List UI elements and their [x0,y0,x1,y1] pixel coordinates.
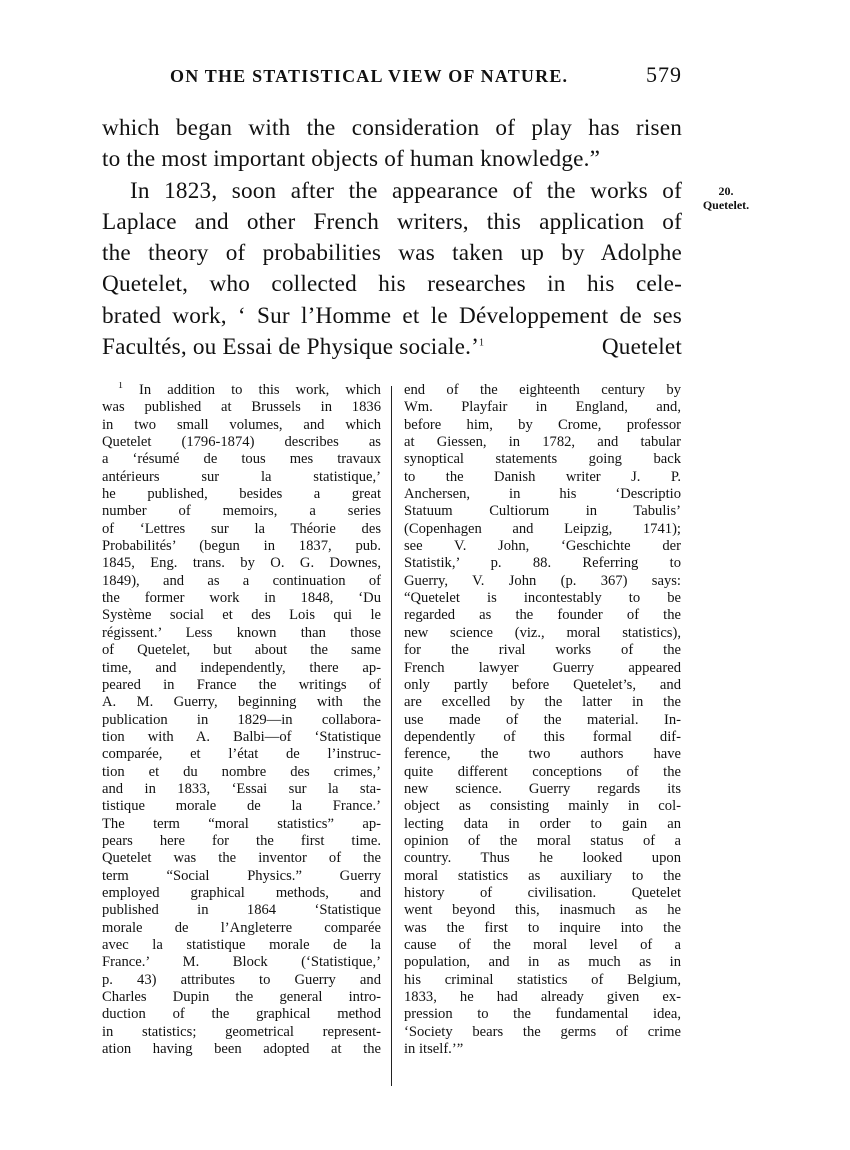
body-line-text: Facultés, ou Essai de Physique sociale.’$^1$ [102,334,485,361]
footnote-line: before him, by Crome, professor [404,416,681,433]
footnote-line: opinion of the moral status of a [404,832,681,849]
footnote-line: in statistics; geometrical represent- [102,1023,381,1040]
footnote-line: 1849), and as a continuation of [102,572,381,589]
footnote-line: régissent.’ Less known than those [102,624,381,641]
footnote-line: of Quetelet, but about the same [102,642,381,659]
footnote-line: of ‘Lettres sur la Théorie des [102,520,381,537]
footnote-line: regarded as the founder of the [404,607,681,624]
footnote-line: quite different conceptions of the [404,763,681,780]
body-line [102,332,682,363]
footnote-line: duction of the graphical method [102,1006,381,1023]
body-line: brated work, ‘ Sur l’Homme et le Développement de ses [102,302,682,329]
footnote-line: (Copenhagen and Leipzig, 1741); [404,520,681,537]
footnote-line: new science (viz., moral statistics), [404,624,681,641]
footnote-column-left [102,382,381,1058]
footnote-line: ference, the two authors have [404,746,681,763]
footnote-line: a ‘résumé de tous mes travaux [102,451,381,468]
margin-note-label: Quetelet. [702,198,750,212]
footnote-line: Wm. Playfair in England, and, [404,399,681,416]
footnote-line: new science. Guerry regards its [404,780,681,797]
footnote-line: in two small volumes, and which [102,416,381,433]
footnote-line: Probabilités’ (begun in 1837, pub. [102,538,381,555]
footnote-line: are excelled by the latter in the [404,694,681,711]
running-header [170,62,682,90]
footnote-line: France.’ M. Block (‘Statistique,’ [102,954,381,971]
footnote-line: use made of the material. In- [404,711,681,728]
footnote-line: Quetelet was the inventor of the [102,850,381,867]
footnote-line: cause of the moral level of a [404,937,681,953]
footnote-line: number of memoirs, a series [102,503,381,520]
footnote-line: went beyond this, inasmuch as he [404,902,681,919]
footnote-line: moral statistics as auxiliary to the [404,867,681,884]
footnote-column-right [404,382,681,1058]
footnote-line: only partly before Quetelet’s, and [404,676,681,693]
footnote-line: tion with A. Balbi—of ‘Statistique [102,728,381,745]
footnote-line: 1845, Eng. trans. by O. G. Downes, [102,555,381,572]
body-line: the theory of probabilities was taken up by Adolphe [102,240,682,267]
footnote-line: lecting data in order to gain an [404,815,681,832]
footnote-line: $^1$ In addition to this work, which [118,382,381,398]
footnote-line: he published, besides a great [102,486,381,503]
footnote-line: 1833, he had already given ex- [404,989,681,1006]
footnote-marker: 1 [118,382,123,392]
footnote-line: was the first to inquire into the [404,919,681,936]
footnote-line: the former work in 1848, ‘Du [102,590,381,607]
footnote-line: ‘Society bears the germs of crime [404,1023,681,1040]
body-text [102,113,682,363]
body-line: which began with the consideration of play has risen [102,115,682,141]
body-line: to the most important objects of human knowledge.” [102,146,601,173]
footnote-line: population, and in as much as in [404,954,681,971]
footnote-line: Quetelet (1796-1874) describes as [102,434,381,451]
footnote-line: was published at Brussels in 1836 [102,399,381,416]
footnote-line: tion et du nombre des crimes,’ [102,763,381,780]
footnote-line: publication in 1829—in collabora- [102,711,381,728]
margin-note [690,184,762,212]
footnote-line: to the Danish writer J. P. [404,468,681,485]
footnote-line: antérieurs sur la statistique,’ [102,468,381,485]
running-head-title: ON THE STATISTICAL VIEW OF NATURE. [170,66,569,86]
footnote-line: Anchersen, in his ‘Descriptio [404,486,681,503]
footnote-line: pression to the fundamental idea, [404,1006,681,1023]
footnote-line: A. M. Guerry, beginning with the [102,694,381,711]
footnote-line: synoptical statements going back [404,451,681,468]
footnote-line: for the rival works of the [404,642,681,659]
footnote-line: in itself.’” [404,1041,464,1058]
footnote-line: Statistik,’ p. 88. Referring to [404,555,681,572]
footnote-line: see V. John, ‘Geschichte der [404,538,681,555]
footnote-line: Statuum Cultiorum in Tabulis’ [404,503,681,520]
body-line-end: Quetelet [601,334,682,361]
footnote-line: history of civilisation. Quetelet [404,884,681,901]
footnote-line: published in 1864 ‘Statistique [102,902,381,919]
body-line: In 1823, soon after the appearance of the works of [130,177,682,204]
footnote-line: Guerry, V. John (p. 367) says: [404,572,681,589]
footnote-line: The term “moral statistics” ap- [102,815,381,832]
footnote-line: tistique morale de la France.’ [102,798,381,815]
footnote-line: dependently of this formal dif- [404,728,681,745]
footnote-line: at Giessen, in 1782, and tabular [404,434,681,451]
footnote-line: his criminal statistics of Belgium, [404,971,681,988]
footnotes [0,382,850,1102]
footnote-line: morale de l’Angleterre comparée [102,919,381,936]
footnote-line: ation having been adopted at the [102,1041,381,1058]
footnote-line: avec la statistique morale de la [102,937,381,953]
footnote-line: “Quetelet is incontestably to be [404,590,681,607]
footnote-line: and in 1833, ‘Essai sur la sta- [102,780,381,797]
footnote-line: peared in France the writings of [102,676,381,693]
footnote-line: p. 43) attributes to Guerry and [102,971,381,988]
footnote-line: country. Thus he looked upon [404,850,681,867]
footnote-line: object as consisting mainly in col- [404,798,681,815]
page-number: 579 [646,62,682,87]
margin-note-number: 20. [718,184,734,198]
footnote-line: end of the eighteenth century by [404,382,681,398]
footnote-line: Charles Dupin the general intro- [102,989,381,1006]
footnote-line: employed graphical methods, and [102,884,381,901]
footnote-line: time, and independently, there ap- [102,659,381,676]
column-divider [391,386,392,1086]
footnote-line: French lawyer Guerry appeared [404,659,681,676]
footnote-line: comparée, et l’état de l’instruc- [102,746,381,763]
body-line: Quetelet, who collected his researches in his cele- [102,271,682,298]
footnote-ref: 1 [479,337,485,349]
body-line: Laplace and other French writers, this application of [102,208,682,235]
footnote-line: Système social et des Lois qui le [102,607,381,624]
footnote-line: term “Social Physics.” Guerry [102,867,381,884]
footnote-line: pears here for the first time. [102,832,381,849]
